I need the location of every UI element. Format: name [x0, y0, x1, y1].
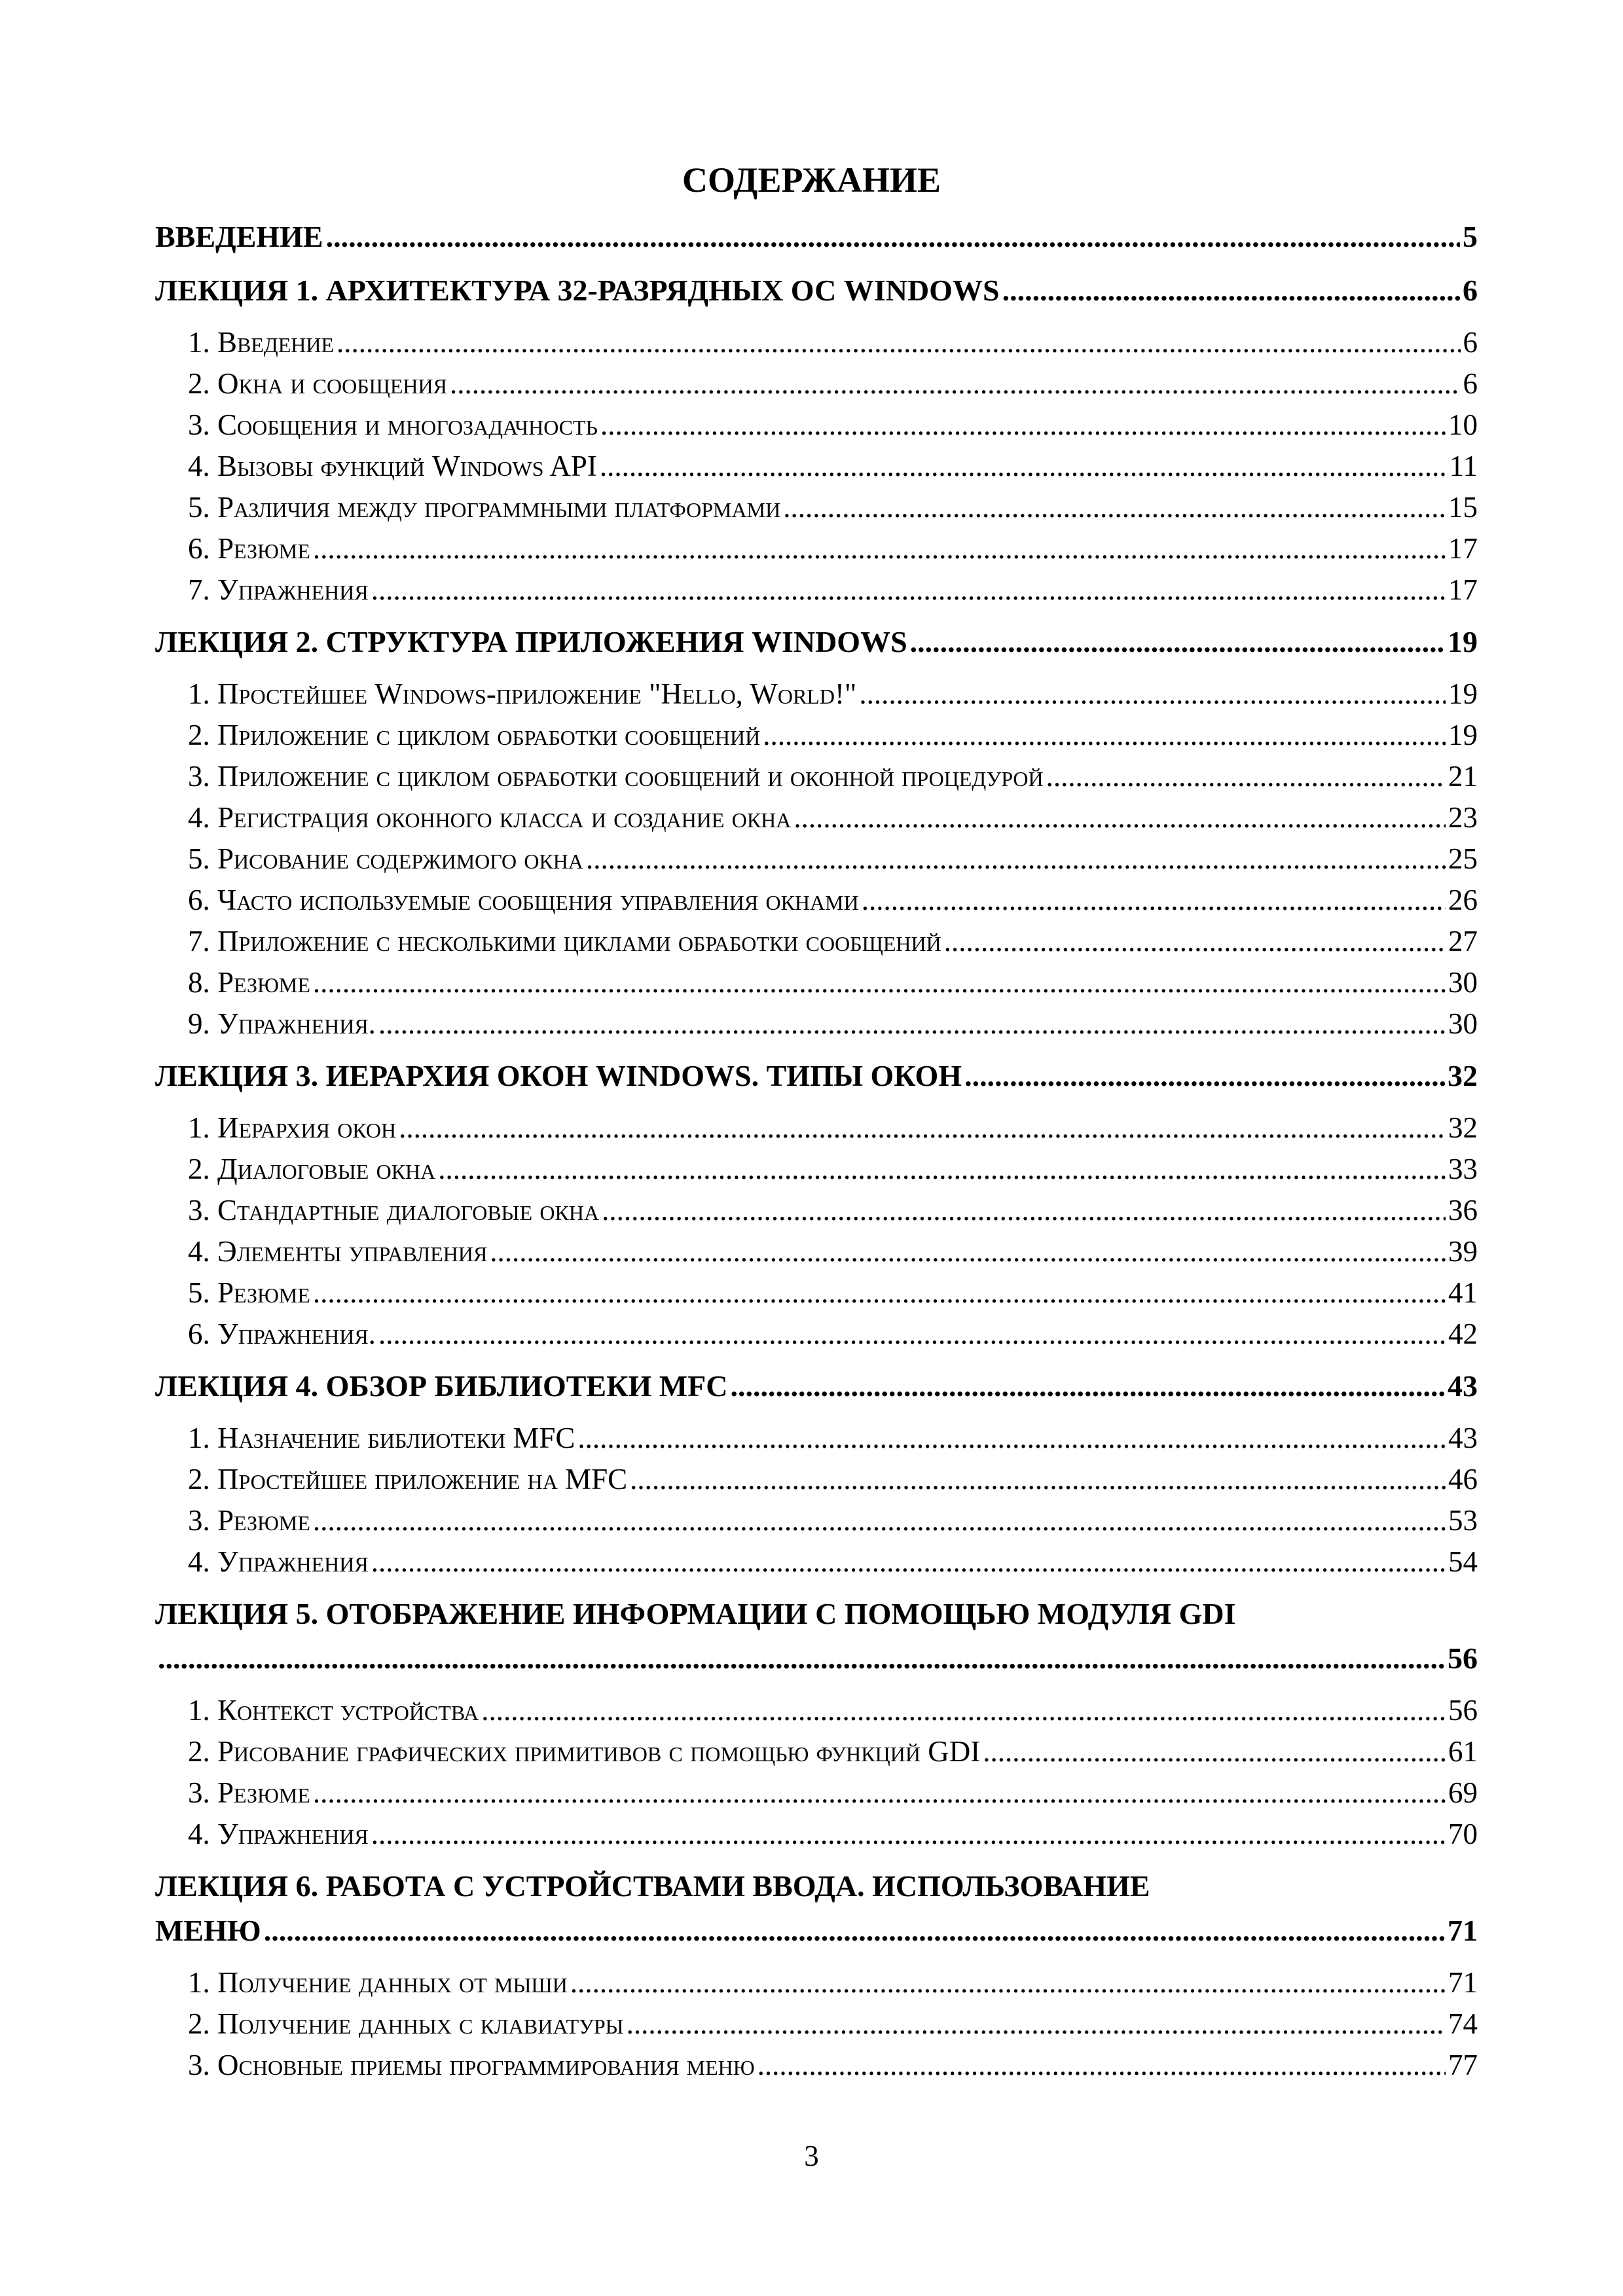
toc-section-page: 70 — [1448, 1818, 1478, 1850]
toc-section[interactable] — [155, 1418, 1478, 1459]
dot-leader — [783, 487, 1446, 528]
toc-entry-page: 43 — [1448, 1369, 1478, 1403]
toc-entry-page: 6 — [1463, 274, 1478, 307]
toc-section[interactable] — [155, 1149, 1478, 1190]
table-of-contents — [155, 215, 1478, 2086]
dot-leader — [730, 1364, 1445, 1408]
toc-section[interactable] — [155, 1541, 1478, 1583]
toc-section-page: 32 — [1448, 1111, 1478, 1144]
toc-section[interactable] — [155, 1690, 1478, 1731]
toc-section-page: 10 — [1448, 408, 1478, 441]
toc-section-label: 1. Контекст устройства — [188, 1694, 479, 1727]
dot-leader — [964, 1054, 1445, 1098]
dot-leader — [757, 2045, 1446, 2086]
toc-section-page: 25 — [1448, 842, 1478, 875]
dot-leader — [1002, 268, 1460, 313]
toc-section-page: 21 — [1448, 760, 1478, 793]
toc-section-label: 6. Резюме — [188, 532, 310, 565]
dot-leader — [371, 569, 1446, 611]
toc-section[interactable] — [155, 2003, 1478, 2045]
toc-entry-label: ЛЕКЦИЯ 3. ИЕРАРХИЯ ОКОН WINDOWS. ТИПЫ ОКОН — [155, 1059, 962, 1092]
dot-leader — [859, 673, 1446, 715]
toc-section-label: 1. Введение — [188, 326, 335, 359]
toc-entry-page: 19 — [1448, 625, 1478, 658]
dot-leader — [326, 215, 1460, 259]
dot-leader — [481, 1690, 1446, 1731]
toc-section-label: 1. Простейшее Windows-приложение "Hello, World!" — [188, 677, 857, 710]
toc-section-label: 4. Регистрация оконного класса и создание окна — [188, 801, 792, 834]
toc-section[interactable] — [155, 322, 1478, 363]
toc-section[interactable] — [155, 1314, 1478, 1355]
toc-section[interactable] — [155, 921, 1478, 962]
toc-entry-intro[interactable] — [155, 215, 1478, 259]
toc-section-label: 8. Резюме — [188, 966, 310, 999]
toc-lecture-3[interactable] — [155, 1054, 1478, 1098]
toc-section[interactable] — [155, 1731, 1478, 1772]
toc-section-label: 3. Резюме — [188, 1776, 310, 1809]
toc-entry-label: ВВЕДЕНИЕ — [155, 220, 323, 253]
toc-section[interactable] — [155, 1459, 1478, 1500]
toc-entry-page: 71 — [1448, 1914, 1478, 1947]
toc-section-page: 54 — [1448, 1545, 1478, 1578]
toc-lecture-2[interactable] — [155, 620, 1478, 664]
toc-section-label: 3. Резюме — [188, 1504, 310, 1537]
dot-leader — [600, 446, 1447, 487]
toc-section-page: 17 — [1448, 573, 1478, 606]
toc-section[interactable] — [155, 1003, 1478, 1045]
dot-leader — [313, 1500, 1446, 1541]
toc-section-label: 2. Приложение с циклом обработки сообщений — [188, 719, 761, 751]
toc-section[interactable] — [155, 446, 1478, 487]
toc-section[interactable] — [155, 962, 1478, 1003]
toc-section[interactable] — [155, 1190, 1478, 1231]
toc-section-page: 53 — [1448, 1504, 1478, 1537]
toc-section[interactable] — [155, 1814, 1478, 1855]
toc-section-label: 3. Сообщения и многозадачность — [188, 408, 598, 441]
dot-leader — [490, 1231, 1446, 1272]
toc-section-page: 33 — [1448, 1153, 1478, 1185]
dot-leader — [264, 1909, 1445, 1953]
dot-leader — [313, 962, 1446, 1003]
dot-leader — [910, 620, 1445, 664]
toc-section-label: 6. Часто используемые сообщения управления окнами — [188, 884, 859, 916]
dot-leader — [1046, 756, 1446, 797]
toc-section-label: 3. Приложение с циклом обработки сообщений и оконной процедурой — [188, 760, 1044, 793]
toc-section-label: 3. Стандартные диалоговые окна — [188, 1194, 600, 1227]
toc-lecture-4[interactable] — [155, 1364, 1478, 1408]
toc-section[interactable] — [155, 569, 1478, 611]
toc-section-page: 71 — [1448, 1966, 1478, 1999]
toc-section[interactable] — [155, 487, 1478, 528]
toc-section-label: 2. Простейшее приложение на MFC — [188, 1463, 628, 1496]
toc-section[interactable] — [155, 715, 1478, 756]
toc-section-page: 42 — [1448, 1318, 1478, 1350]
toc-section-page: 41 — [1448, 1276, 1478, 1309]
toc-section[interactable] — [155, 363, 1478, 404]
toc-section-label: 2. Рисование графических примитивов с помощью функций GDI — [188, 1735, 981, 1768]
dot-leader — [763, 715, 1446, 756]
toc-section[interactable] — [155, 528, 1478, 569]
dot-leader — [630, 1459, 1446, 1500]
dot-leader — [371, 1541, 1446, 1583]
toc-section[interactable] — [155, 838, 1478, 880]
toc-section-label: 6. Упражнения. — [188, 1318, 376, 1350]
toc-section-label: 3. Основные приемы программирования меню — [188, 2049, 755, 2081]
toc-section-page: 61 — [1448, 1735, 1478, 1768]
toc-section-label: 5. Различия между программными платформами — [188, 491, 781, 524]
toc-entry-label: ЛЕКЦИЯ 1. АРХИТЕКТУРА 32-РАЗРЯДНЫХ ОС WINDOWS — [155, 274, 1000, 307]
dot-leader — [313, 528, 1446, 569]
toc-section-page: 30 — [1448, 966, 1478, 999]
toc-section-page: 17 — [1448, 532, 1478, 565]
toc-lecture-5[interactable] — [155, 1636, 1478, 1681]
toc-section-page: 19 — [1448, 677, 1478, 710]
toc-lecture-6[interactable] — [155, 1909, 1478, 1953]
toc-section[interactable] — [155, 756, 1478, 797]
toc-section-label: 7. Упражнения — [188, 573, 369, 606]
toc-section-page: 69 — [1448, 1776, 1478, 1809]
toc-section-label: 4. Упражнения — [188, 1545, 369, 1578]
dot-leader — [570, 1962, 1446, 2003]
toc-section-page: 74 — [1448, 2007, 1478, 2040]
toc-section-label: 1. Получение данных от мыши — [188, 1966, 568, 1999]
dot-leader — [337, 322, 1460, 363]
toc-lecture-1[interactable] — [155, 268, 1478, 313]
toc-entry-label: МЕНЮ — [155, 1914, 261, 1947]
dot-leader — [577, 1418, 1446, 1459]
toc-section-page: 6 — [1463, 367, 1478, 400]
toc-section[interactable] — [155, 880, 1478, 921]
dot-leader — [600, 404, 1446, 446]
toc-section[interactable] — [155, 1231, 1478, 1272]
page-number: 3 — [804, 2140, 819, 2172]
toc-section[interactable] — [155, 1772, 1478, 1814]
toc-section-page: 36 — [1448, 1194, 1478, 1227]
toc-section-label: 4. Упражнения — [188, 1818, 369, 1850]
toc-entry-label: ЛЕКЦИЯ 2. СТРУКТУРА ПРИЛОЖЕНИЯ WINDOWS — [155, 625, 907, 658]
dot-leader — [158, 1636, 1445, 1681]
toc-section-label: 5. Резюме — [188, 1276, 310, 1309]
toc-section-label: 4. Элементы управления — [188, 1235, 488, 1268]
toc-section[interactable] — [155, 1962, 1478, 2003]
dot-leader — [371, 1814, 1446, 1855]
toc-entry-page: 32 — [1448, 1059, 1478, 1092]
page-title: СОДЕРЖАНИЕ — [682, 160, 941, 200]
toc-section[interactable] — [155, 2045, 1478, 2086]
toc-section-page: 39 — [1448, 1235, 1478, 1268]
toc-section-label: 2. Получение данных с клавиатуры — [188, 2007, 624, 2040]
toc-section-label: 1. Иерархия окон — [188, 1111, 397, 1144]
toc-section-page: 19 — [1448, 719, 1478, 751]
toc-section-page: 26 — [1448, 884, 1478, 916]
toc-section-page: 23 — [1448, 801, 1478, 834]
dot-leader — [313, 1772, 1446, 1814]
toc-entry-label: ЛЕКЦИЯ 4. ОБЗОР БИБЛИОТЕКИ MFC — [155, 1369, 728, 1403]
dot-leader — [602, 1190, 1446, 1231]
toc-section-label: 2. Окна и сообщения — [188, 367, 447, 400]
dot-leader — [793, 797, 1446, 838]
dot-leader — [983, 1731, 1446, 1772]
toc-section-label: 5. Рисование содержимого окна — [188, 842, 584, 875]
toc-section[interactable] — [155, 797, 1478, 838]
toc-entry-page: 5 — [1463, 220, 1478, 253]
toc-section-page: 6 — [1463, 326, 1478, 359]
toc-section[interactable] — [155, 673, 1478, 715]
toc-section[interactable] — [155, 1272, 1478, 1314]
toc-section-page: 77 — [1448, 2049, 1478, 2081]
toc-section-label: 4. Вызовы функций Windows API — [188, 450, 597, 482]
toc-section-page: 15 — [1448, 491, 1478, 524]
dot-leader — [450, 363, 1461, 404]
dot-leader — [313, 1272, 1446, 1314]
toc-lecture-6-line1[interactable]: ЛЕКЦИЯ 6. РАБОТА С УСТРОЙСТВАМИ ВВОДА. ИСПОЛЬЗОВАНИЕ — [155, 1869, 1150, 1903]
toc-entry-page: 56 — [1448, 1641, 1478, 1675]
dot-leader — [944, 921, 1446, 962]
toc-lecture-5-line1[interactable]: ЛЕКЦИЯ 5. ОТОБРАЖЕНИЕ ИНФОРМАЦИИ С ПОМОЩЬЮ МОДУЛЯ GDI — [155, 1597, 1236, 1630]
dot-leader — [378, 1003, 1446, 1045]
toc-section[interactable] — [155, 404, 1478, 446]
dot-leader — [438, 1149, 1446, 1190]
toc-section-page: 46 — [1448, 1463, 1478, 1496]
dot-leader — [378, 1314, 1446, 1355]
toc-section[interactable] — [155, 1107, 1478, 1149]
toc-section-page: 43 — [1448, 1422, 1478, 1454]
dot-leader — [627, 2003, 1446, 2045]
toc-section-label: 1. Назначение библиотеки MFC — [188, 1422, 575, 1454]
toc-section-page: 56 — [1448, 1694, 1478, 1727]
toc-section-page: 30 — [1448, 1007, 1478, 1040]
dot-leader — [586, 838, 1446, 880]
toc-section-page: 11 — [1449, 450, 1478, 482]
dot-leader — [862, 880, 1446, 921]
dot-leader — [399, 1107, 1446, 1149]
toc-section-label: 2. Диалоговые окна — [188, 1153, 436, 1185]
toc-section-page: 27 — [1448, 925, 1478, 958]
toc-section-label: 7. Приложение с несколькими циклами обработки сообщений — [188, 925, 941, 958]
toc-section-label: 9. Упражнения. — [188, 1007, 376, 1040]
toc-section[interactable] — [155, 1500, 1478, 1541]
